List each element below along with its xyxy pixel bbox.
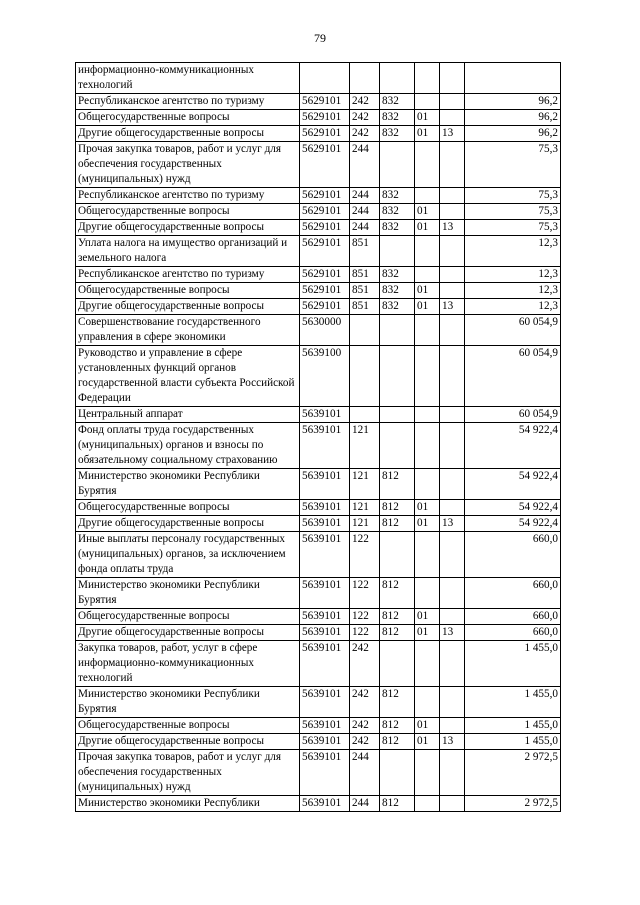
administrator-code-cell: [380, 236, 415, 267]
budget-table-body: [76, 63, 561, 812]
target-article-cell: 5630000: [300, 315, 350, 346]
row-name-cell: Другие общегосударственные вопросы: [76, 220, 300, 236]
expense-type-cell: 244: [350, 750, 380, 796]
amount-cell: 60 054,9: [465, 407, 561, 423]
amount-cell: 12,3: [465, 283, 561, 299]
table-row: [76, 516, 561, 532]
subsection-cell: [440, 204, 465, 220]
target-article-cell: 5639101: [300, 641, 350, 687]
expense-type-cell: 242: [350, 94, 380, 110]
subsection-cell: [440, 423, 465, 469]
row-name-cell: Министерство экономики Республики Бурятия: [76, 578, 300, 609]
section-cell: [415, 315, 440, 346]
target-article-cell: 5629101: [300, 126, 350, 142]
amount-cell: 2 972,5: [465, 796, 561, 812]
amount-cell: 1 455,0: [465, 687, 561, 718]
subsection-cell: [440, 315, 465, 346]
row-name-cell: Центральный аппарат: [76, 407, 300, 423]
section-cell: [415, 63, 440, 94]
target-article-cell: 5629101: [300, 94, 350, 110]
table-row: [76, 687, 561, 718]
target-article-cell: 5629101: [300, 188, 350, 204]
subsection-cell: 13: [440, 625, 465, 641]
row-name-cell: Иные выплаты персоналу государственных (муниципальных) органов, за исключением фонда оплаты труда: [76, 532, 300, 578]
section-cell: 01: [415, 126, 440, 142]
amount-cell: 75,3: [465, 220, 561, 236]
target-article-cell: 5639100: [300, 346, 350, 407]
administrator-code-cell: 812: [380, 578, 415, 609]
expense-type-cell: 122: [350, 578, 380, 609]
table-row: [76, 500, 561, 516]
administrator-code-cell: 832: [380, 299, 415, 315]
expense-type-cell: 851: [350, 267, 380, 283]
expense-type-cell: 244: [350, 204, 380, 220]
table-row: [76, 110, 561, 126]
administrator-code-cell: 832: [380, 188, 415, 204]
subsection-cell: [440, 142, 465, 188]
row-name-cell: Министерство экономики Республики Бурятия: [76, 687, 300, 718]
administrator-code-cell: 812: [380, 625, 415, 641]
expense-type-cell: 851: [350, 283, 380, 299]
target-article-cell: 5629101: [300, 283, 350, 299]
expense-type-cell: 242: [350, 641, 380, 687]
row-name-cell: Руководство и управление в сфере установленных функций органов государственной власти субъекта Российской Федерации: [76, 346, 300, 407]
expense-type-cell: 244: [350, 220, 380, 236]
table-row: [76, 469, 561, 500]
row-name-cell: Фонд оплаты труда государственных (муниципальных) органов и взносы по обязательному социальному страхованию: [76, 423, 300, 469]
target-article-cell: 5639101: [300, 609, 350, 625]
administrator-code-cell: [380, 63, 415, 94]
table-row: [76, 796, 561, 812]
subsection-cell: [440, 407, 465, 423]
row-name-cell: Другие общегосударственные вопросы: [76, 126, 300, 142]
target-article-cell: 5639101: [300, 734, 350, 750]
administrator-code-cell: 812: [380, 796, 415, 812]
target-article-cell: 5639101: [300, 423, 350, 469]
section-cell: [415, 346, 440, 407]
target-article-cell: 5639101: [300, 532, 350, 578]
budget-table: [75, 62, 561, 812]
section-cell: 01: [415, 625, 440, 641]
table-row: [76, 283, 561, 299]
subsection-cell: [440, 796, 465, 812]
expense-type-cell: [350, 315, 380, 346]
expense-type-cell: 242: [350, 718, 380, 734]
row-name-cell: Министерство экономики Республики Бурятия: [76, 469, 300, 500]
table-row: [76, 423, 561, 469]
amount-cell: 12,3: [465, 267, 561, 283]
row-name-cell: Республиканское агентство по туризму: [76, 94, 300, 110]
amount-cell: 660,0: [465, 609, 561, 625]
administrator-code-cell: 812: [380, 500, 415, 516]
table-row: [76, 532, 561, 578]
table-row: [76, 734, 561, 750]
row-name-cell: Другие общегосударственные вопросы: [76, 625, 300, 641]
administrator-code-cell: 832: [380, 126, 415, 142]
amount-cell: 96,2: [465, 126, 561, 142]
target-article-cell: 5629101: [300, 236, 350, 267]
target-article-cell: [300, 63, 350, 94]
subsection-cell: [440, 283, 465, 299]
subsection-cell: [440, 532, 465, 578]
administrator-code-cell: [380, 142, 415, 188]
row-name-cell: Другие общегосударственные вопросы: [76, 299, 300, 315]
section-cell: [415, 687, 440, 718]
expense-type-cell: 121: [350, 516, 380, 532]
expense-type-cell: 242: [350, 126, 380, 142]
amount-cell: 2 972,5: [465, 750, 561, 796]
section-cell: [415, 236, 440, 267]
page-number: 79: [314, 31, 326, 45]
target-article-cell: 5629101: [300, 204, 350, 220]
row-name-cell: Общегосударственные вопросы: [76, 609, 300, 625]
subsection-cell: [440, 110, 465, 126]
amount-cell: 54 922,4: [465, 500, 561, 516]
subsection-cell: 13: [440, 126, 465, 142]
table-row: [76, 346, 561, 407]
table-row: [76, 609, 561, 625]
expense-type-cell: 851: [350, 236, 380, 267]
subsection-cell: [440, 267, 465, 283]
target-article-cell: 5629101: [300, 142, 350, 188]
expense-type-cell: 244: [350, 796, 380, 812]
amount-cell: 660,0: [465, 578, 561, 609]
table-row: [76, 267, 561, 283]
section-cell: 01: [415, 516, 440, 532]
section-cell: 01: [415, 609, 440, 625]
table-row: [76, 126, 561, 142]
section-cell: [415, 641, 440, 687]
target-article-cell: 5629101: [300, 299, 350, 315]
subsection-cell: [440, 188, 465, 204]
table-row: [76, 188, 561, 204]
table-row: [76, 204, 561, 220]
row-name-cell: Другие общегосударственные вопросы: [76, 516, 300, 532]
administrator-code-cell: [380, 532, 415, 578]
target-article-cell: 5639101: [300, 750, 350, 796]
expense-type-cell: 122: [350, 625, 380, 641]
subsection-cell: [440, 687, 465, 718]
administrator-code-cell: [380, 750, 415, 796]
expense-type-cell: 122: [350, 609, 380, 625]
expense-type-cell: 121: [350, 423, 380, 469]
administrator-code-cell: 832: [380, 110, 415, 126]
row-name-cell: Общегосударственные вопросы: [76, 283, 300, 299]
administrator-code-cell: 812: [380, 469, 415, 500]
administrator-code-cell: 832: [380, 267, 415, 283]
table-row: [76, 236, 561, 267]
amount-cell: 75,3: [465, 142, 561, 188]
administrator-code-cell: 812: [380, 718, 415, 734]
amount-cell: 1 455,0: [465, 641, 561, 687]
subsection-cell: 13: [440, 734, 465, 750]
table-row: [76, 63, 561, 94]
expense-type-cell: 122: [350, 532, 380, 578]
subsection-cell: 13: [440, 516, 465, 532]
target-article-cell: 5629101: [300, 267, 350, 283]
administrator-code-cell: 812: [380, 734, 415, 750]
administrator-code-cell: 832: [380, 220, 415, 236]
table-row: [76, 299, 561, 315]
table-row: [76, 94, 561, 110]
table-row: [76, 407, 561, 423]
section-cell: [415, 750, 440, 796]
section-cell: [415, 407, 440, 423]
section-cell: 01: [415, 718, 440, 734]
target-article-cell: 5639101: [300, 796, 350, 812]
expense-type-cell: 244: [350, 188, 380, 204]
table-row: [76, 641, 561, 687]
subsection-cell: [440, 750, 465, 796]
expense-type-cell: 851: [350, 299, 380, 315]
subsection-cell: [440, 578, 465, 609]
expense-type-cell: 121: [350, 500, 380, 516]
administrator-code-cell: [380, 641, 415, 687]
table-row: [76, 142, 561, 188]
section-cell: [415, 796, 440, 812]
subsection-cell: 13: [440, 299, 465, 315]
subsection-cell: [440, 718, 465, 734]
target-article-cell: 5639101: [300, 500, 350, 516]
section-cell: [415, 94, 440, 110]
section-cell: 01: [415, 734, 440, 750]
administrator-code-cell: 832: [380, 204, 415, 220]
administrator-code-cell: [380, 346, 415, 407]
target-article-cell: 5639101: [300, 516, 350, 532]
expense-type-cell: 242: [350, 687, 380, 718]
amount-cell: 75,3: [465, 204, 561, 220]
subsection-cell: [440, 609, 465, 625]
subsection-cell: 13: [440, 220, 465, 236]
administrator-code-cell: [380, 315, 415, 346]
amount-cell: 54 922,4: [465, 516, 561, 532]
section-cell: 01: [415, 110, 440, 126]
amount-cell: 60 054,9: [465, 315, 561, 346]
target-article-cell: 5639101: [300, 625, 350, 641]
subsection-cell: [440, 63, 465, 94]
administrator-code-cell: 832: [380, 94, 415, 110]
target-article-cell: 5639101: [300, 687, 350, 718]
target-article-cell: 5639101: [300, 407, 350, 423]
target-article-cell: 5629101: [300, 110, 350, 126]
section-cell: 01: [415, 204, 440, 220]
table-row: [76, 220, 561, 236]
row-name-cell: Прочая закупка товаров, работ и услуг для обеспечения государственных (муниципальных) нужд: [76, 750, 300, 796]
subsection-cell: [440, 236, 465, 267]
administrator-code-cell: 812: [380, 609, 415, 625]
amount-cell: 96,2: [465, 110, 561, 126]
row-name-cell: Министерство экономики Республики: [76, 796, 300, 812]
amount-cell: [465, 63, 561, 94]
row-name-cell: Прочая закупка товаров, работ и услуг для обеспечения государственных (муниципальных) нужд: [76, 142, 300, 188]
section-cell: [415, 532, 440, 578]
expense-type-cell: 242: [350, 734, 380, 750]
amount-cell: 75,3: [465, 188, 561, 204]
table-row: [76, 718, 561, 734]
amount-cell: 12,3: [465, 236, 561, 267]
section-cell: [415, 578, 440, 609]
subsection-cell: [440, 641, 465, 687]
amount-cell: 54 922,4: [465, 423, 561, 469]
expense-type-cell: [350, 407, 380, 423]
amount-cell: 54 922,4: [465, 469, 561, 500]
administrator-code-cell: 812: [380, 516, 415, 532]
administrator-code-cell: 832: [380, 283, 415, 299]
administrator-code-cell: [380, 407, 415, 423]
target-article-cell: 5639101: [300, 718, 350, 734]
expense-type-cell: [350, 63, 380, 94]
row-name-cell: Уплата налога на имущество организаций и земельного налога: [76, 236, 300, 267]
expense-type-cell: 121: [350, 469, 380, 500]
section-cell: [415, 469, 440, 500]
row-name-cell: Общегосударственные вопросы: [76, 500, 300, 516]
expense-type-cell: 244: [350, 142, 380, 188]
subsection-cell: [440, 94, 465, 110]
amount-cell: 12,3: [465, 299, 561, 315]
row-name-cell: Республиканское агентство по туризму: [76, 188, 300, 204]
administrator-code-cell: [380, 423, 415, 469]
section-cell: [415, 423, 440, 469]
row-name-cell: Совершенствование государственного управления в сфере экономики: [76, 315, 300, 346]
row-name-cell: Закупка товаров, работ, услуг в сфере информационно-коммуникационных технологий: [76, 641, 300, 687]
row-name-cell: Республиканское агентство по туризму: [76, 267, 300, 283]
section-cell: [415, 142, 440, 188]
subsection-cell: [440, 469, 465, 500]
administrator-code-cell: 812: [380, 687, 415, 718]
section-cell: 01: [415, 220, 440, 236]
subsection-cell: [440, 346, 465, 407]
table-row: [76, 315, 561, 346]
table-row: [76, 625, 561, 641]
row-name-cell: Другие общегосударственные вопросы: [76, 734, 300, 750]
target-article-cell: 5639101: [300, 578, 350, 609]
section-cell: 01: [415, 299, 440, 315]
target-article-cell: 5629101: [300, 220, 350, 236]
amount-cell: 96,2: [465, 94, 561, 110]
amount-cell: 60 054,9: [465, 346, 561, 407]
subsection-cell: [440, 500, 465, 516]
amount-cell: 1 455,0: [465, 734, 561, 750]
row-name-cell: Общегосударственные вопросы: [76, 204, 300, 220]
section-cell: [415, 188, 440, 204]
table-row: [76, 750, 561, 796]
row-name-cell: Общегосударственные вопросы: [76, 718, 300, 734]
section-cell: 01: [415, 500, 440, 516]
expense-type-cell: 242: [350, 110, 380, 126]
table-row: [76, 578, 561, 609]
section-cell: 01: [415, 283, 440, 299]
row-name-cell: Общегосударственные вопросы: [76, 110, 300, 126]
amount-cell: 660,0: [465, 532, 561, 578]
row-name-cell: информационно-коммуникационных технологий: [76, 63, 300, 94]
expense-type-cell: [350, 346, 380, 407]
section-cell: [415, 267, 440, 283]
amount-cell: 660,0: [465, 625, 561, 641]
amount-cell: 1 455,0: [465, 718, 561, 734]
target-article-cell: 5639101: [300, 469, 350, 500]
